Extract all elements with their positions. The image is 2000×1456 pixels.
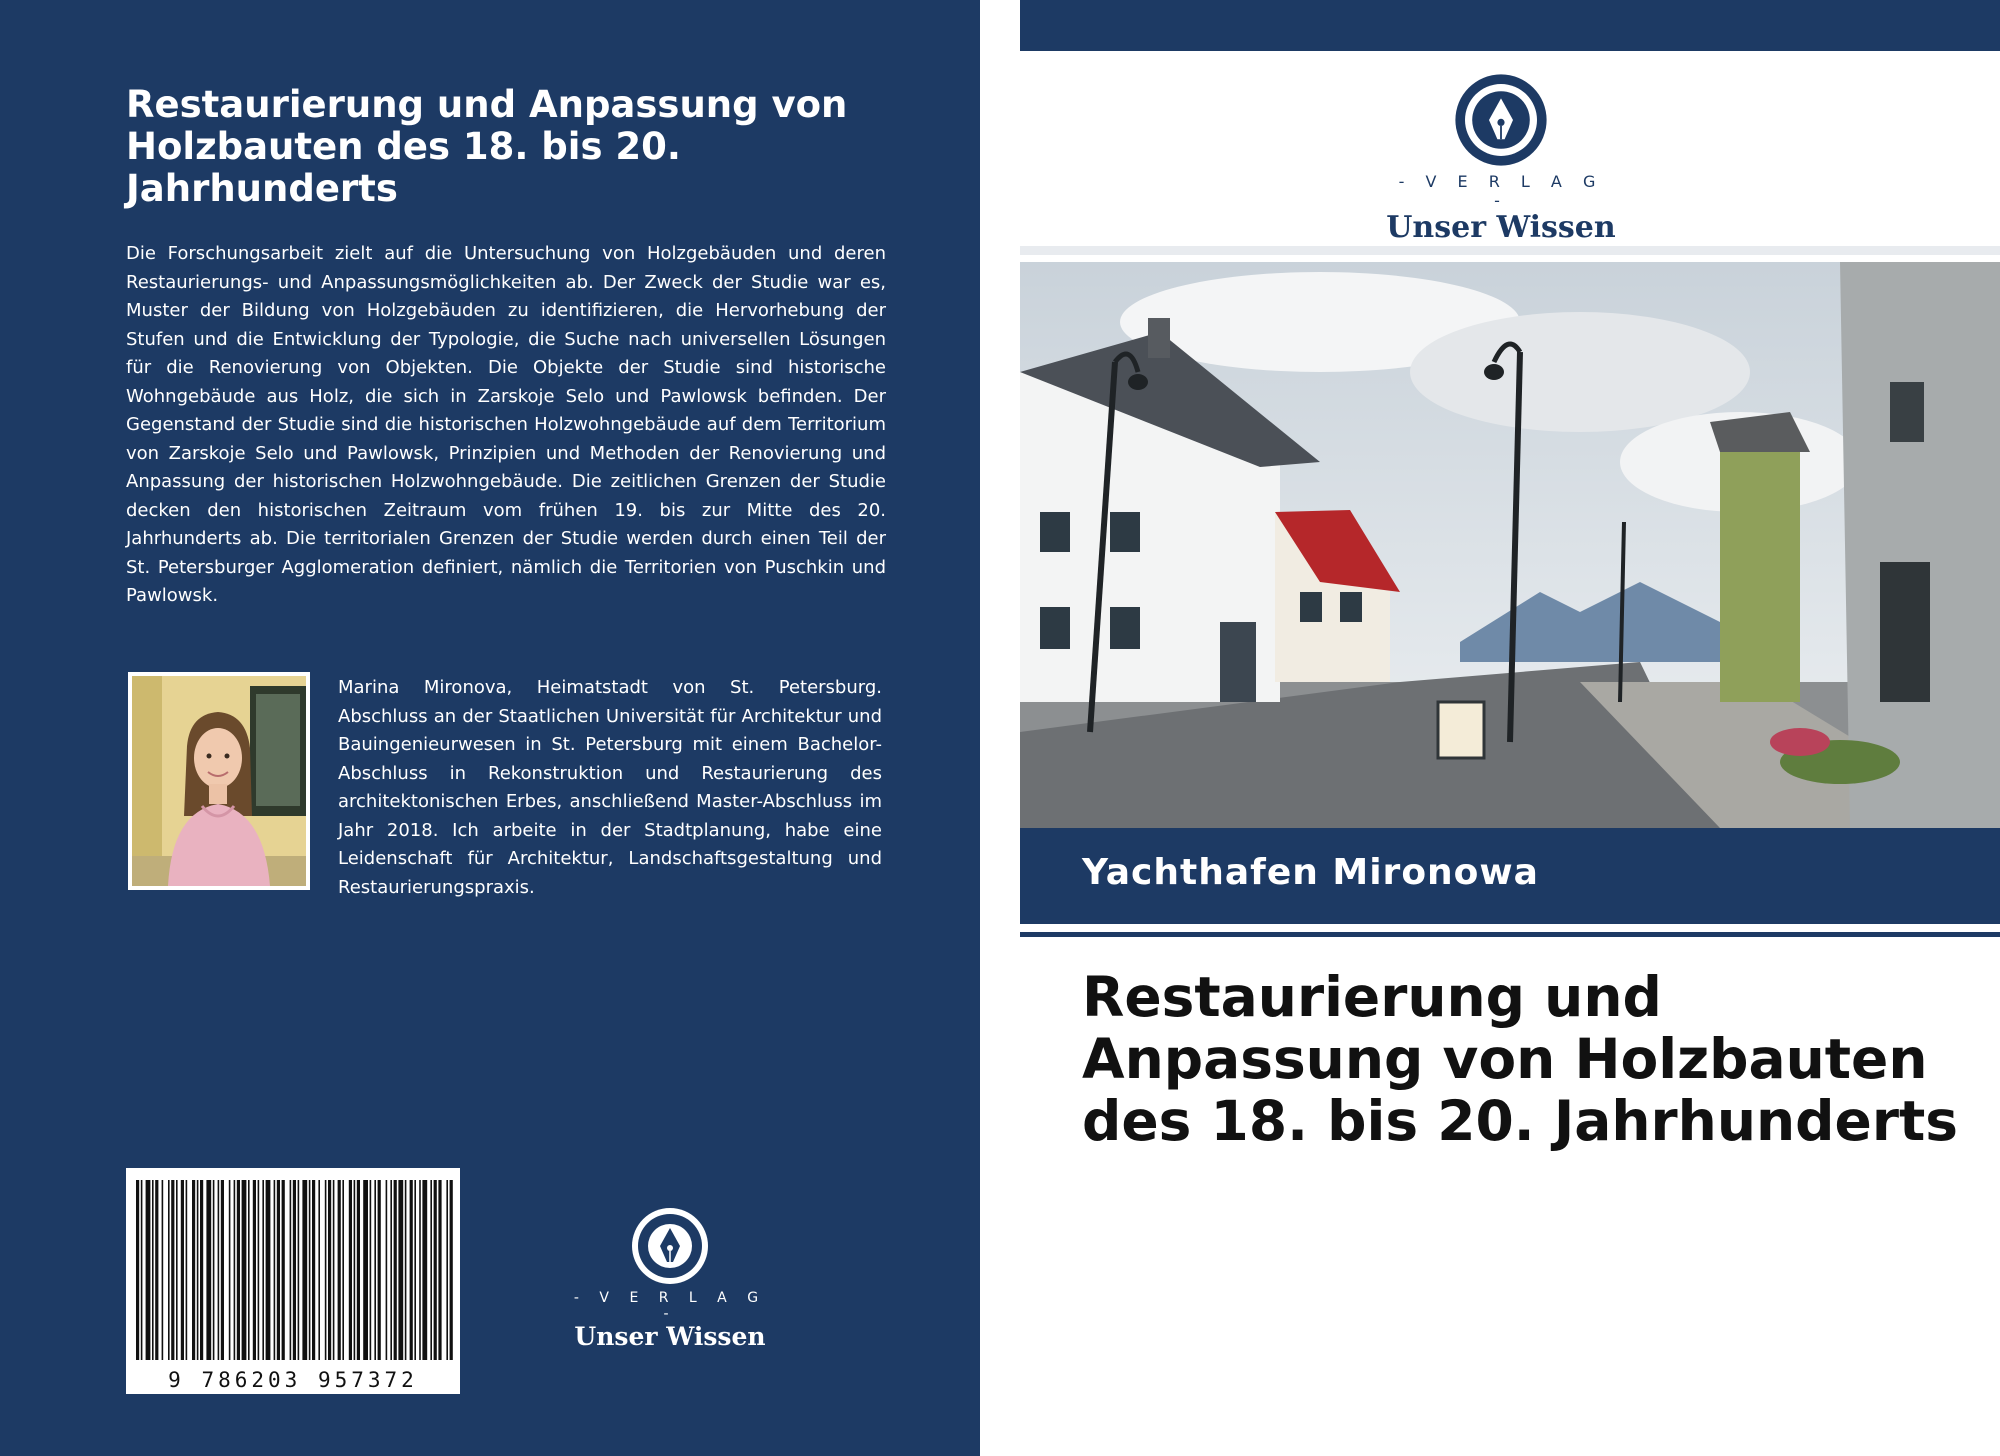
barcode-bar xyxy=(152,1180,154,1360)
author-band-rule xyxy=(1020,932,2000,937)
spine-gap xyxy=(980,0,1020,1456)
barcode-bar xyxy=(282,1180,285,1360)
barcode-bar xyxy=(390,1180,392,1360)
barcode-bar xyxy=(386,1180,388,1360)
barcode-bar xyxy=(206,1180,211,1360)
author-portrait-image xyxy=(128,672,310,890)
barcode-bar xyxy=(333,1180,335,1360)
barcode-bar xyxy=(277,1180,280,1360)
back-cover-abstract: Die Forschungsarbeit zielt auf die Untersuchung von Holzgebäuden und deren Restaurierungs- und Anpassungsmöglichkeiten ab. Der Zweck der Studie war es, Muster der Bildung von Holzgebäuden zu identifizieren, die Hervorhebung der Stufen und die Entwicklung der Typologie, die Suche nach universellen Lösungen für die Renovierung von Objekten. Die Objekte der Studie sind historische Wohngebäude aus Holz, die sich in Zarskoje Selo und Pawlowsk befinden. Der Gegenstand der Studie sind die historischen Holzwohngebäude auf dem Territorium von Zarskoje Selo und Pawlowsk, Prinzipien und Methoden der Renovierung und Anpassung der historischen Holzwohngebäude. Die zeitlichen Grenzen der Studie decken den historischen Zeitraum vom frühen 19. bis zur Mitte des 20. Jahrhunderts ab. Die territorialen Grenzen der Studie werden durch einen Teil der St. Petersburger Agglomeration definiert, nämlich die Territorien von Puschkin und Pawlowsk. xyxy=(126,243,886,606)
barcode-bar xyxy=(328,1180,331,1360)
barcode-bar xyxy=(422,1180,427,1360)
barcode-bar xyxy=(176,1180,178,1360)
barcode-bar xyxy=(155,1180,158,1360)
barcode-bar xyxy=(354,1180,356,1360)
author-portrait-illustration xyxy=(132,676,306,886)
barcode-bar xyxy=(298,1180,300,1360)
barcode-bar xyxy=(213,1180,215,1360)
barcode-bar xyxy=(450,1180,453,1360)
barcode-bar xyxy=(248,1180,250,1360)
author-biography: Marina Mironova, Heimatstadt von St. Petersburg. Abschluss an der Staatlichen Universität für Architektur und Bauingenieurwesen in St. Petersburg mit einem Bachelor-Abschluss in Rekonstruktion und Restaurierung des architektonischen Erbes, anschließend Master-Abschluss im Jahr 2018. Ich arbeite in der Stadtplanung, habe eine Leidenschaft für Architektur, Landschaftsgestaltung und Restaurierungspraxis. xyxy=(338,677,882,898)
barcode-bar xyxy=(162,1180,164,1360)
barcode-bar xyxy=(374,1180,376,1360)
barcode-bar xyxy=(136,1180,139,1360)
publisher-verlag-label: - V E R L A G - xyxy=(573,1290,767,1322)
barcode-bar xyxy=(253,1180,256,1360)
cover-author-name: Yachthafen Mironowa xyxy=(1082,852,1539,893)
barcode-bar xyxy=(186,1180,188,1360)
barcode-bar xyxy=(171,1180,174,1360)
barcode-bar xyxy=(370,1180,372,1360)
fountain-pen-nib-seal-icon xyxy=(630,1206,710,1286)
barcode-bar xyxy=(221,1180,224,1360)
front-cover-top-bar xyxy=(1020,0,2000,51)
barcode-bar xyxy=(262,1180,264,1360)
cover-photo-street-scene xyxy=(1020,262,2000,828)
photo-top-rule xyxy=(1020,246,2000,255)
barcode-bar xyxy=(168,1180,170,1360)
isbn-digits: 9 786203 957372 xyxy=(168,1368,418,1392)
street-scene-illustration xyxy=(1020,262,2000,828)
barcode-bar xyxy=(242,1180,247,1360)
barcode-bar xyxy=(342,1180,344,1360)
barcode-bar xyxy=(309,1180,311,1360)
barcode-bar xyxy=(181,1180,184,1360)
back-cover-title: Restaurierung und Anpassung von Holzbauten des 18. bis 20. Jahrhunderts xyxy=(126,83,848,210)
barcode-bar xyxy=(378,1180,381,1360)
barcode-bar xyxy=(405,1180,407,1360)
barcode-bar xyxy=(229,1180,231,1360)
barcode-bar xyxy=(357,1180,360,1360)
front-publisher-logo xyxy=(1386,72,1616,245)
barcode-bar xyxy=(312,1180,315,1360)
publisher-name: Unser Wissen xyxy=(1386,210,1616,245)
barcode-bar xyxy=(290,1180,292,1360)
barcode-bar xyxy=(363,1180,368,1360)
front-cover-title: Restaurierung und Anpassung von Holzbauten des 18. bis 20. Jahrhunderts xyxy=(1082,965,1958,1153)
barcode-bar xyxy=(141,1180,143,1360)
barcode-bar xyxy=(293,1180,296,1360)
barcode-bar xyxy=(258,1180,260,1360)
back-publisher-logo xyxy=(570,1206,770,1351)
barcode-bar xyxy=(419,1180,421,1360)
barcode-bar xyxy=(274,1180,276,1360)
publisher-name: Unser Wissen xyxy=(574,1322,766,1351)
isbn-barcode xyxy=(126,1168,460,1394)
back-cover xyxy=(0,0,980,1456)
barcode-bar xyxy=(234,1180,236,1360)
barcode-bar xyxy=(197,1180,199,1360)
barcode-bar xyxy=(434,1180,437,1360)
publisher-verlag-label: - V E R L A G - xyxy=(1398,172,1604,210)
barcode-bar xyxy=(146,1180,151,1360)
barcode-bar xyxy=(438,1180,441,1360)
barcode-bar xyxy=(398,1180,403,1360)
barcode-bar xyxy=(192,1180,195,1360)
barcode-bar xyxy=(430,1180,432,1360)
barcode-bar xyxy=(338,1180,341,1360)
barcode-bars xyxy=(126,1176,460,1374)
barcode-bar xyxy=(266,1180,271,1360)
barcode-bar xyxy=(410,1180,413,1360)
barcode-bar xyxy=(237,1180,240,1360)
barcode-bar xyxy=(414,1180,416,1360)
barcode-bar xyxy=(200,1180,203,1360)
barcode-bar xyxy=(318,1180,320,1360)
fountain-pen-nib-seal-icon xyxy=(1453,72,1549,168)
barcode-bar xyxy=(349,1180,352,1360)
barcode-bar xyxy=(394,1180,397,1360)
barcode-bar xyxy=(446,1180,448,1360)
barcode-bar xyxy=(325,1180,327,1360)
author-band xyxy=(1020,828,2000,924)
barcode-bar xyxy=(302,1180,307,1360)
barcode-bar xyxy=(218,1180,220,1360)
